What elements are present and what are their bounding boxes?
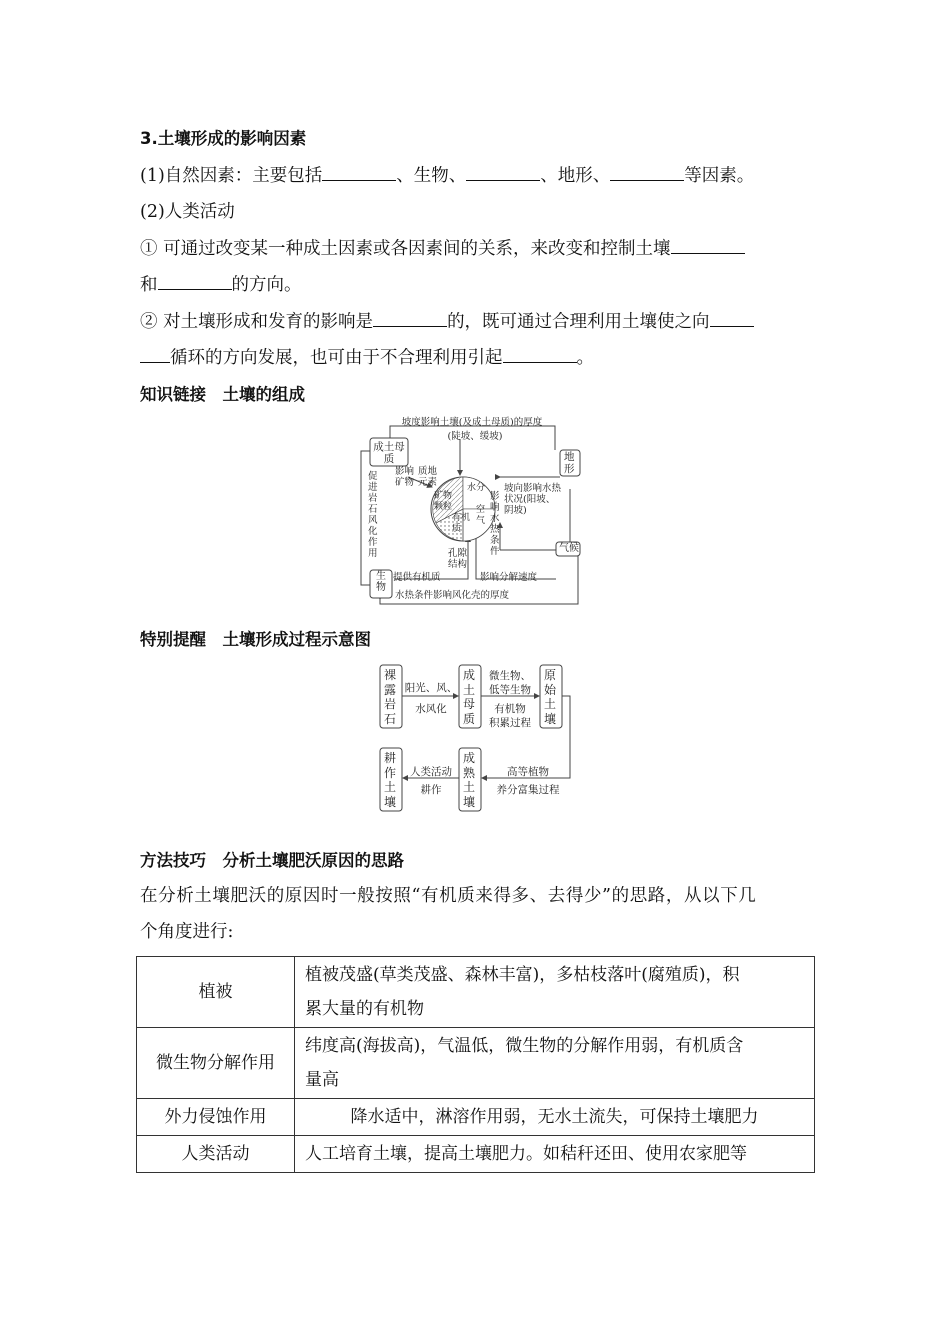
text: 、生物、 bbox=[396, 166, 467, 186]
blank bbox=[503, 345, 577, 363]
table-row bbox=[137, 1136, 815, 1173]
water-label: 水分 bbox=[467, 483, 486, 493]
row-value-line: 量高 bbox=[305, 1070, 339, 1090]
text: 的，既可通过合理利用土壤使之向 bbox=[447, 312, 710, 332]
text: 的方向。 bbox=[231, 275, 302, 295]
left-label: 促进岩石风化作用 bbox=[368, 471, 378, 559]
text: ② 对土壤形成和发育的影响是 bbox=[140, 312, 374, 332]
row-value-line: 植被茂盛(草类茂盛、森林丰富)，多枯枝落叶(腐殖质)，积 bbox=[305, 965, 740, 985]
point-1-line-2 bbox=[140, 272, 302, 297]
decomp-label: 影响分解速度 bbox=[480, 572, 538, 583]
a2-line2: 低等生物 bbox=[489, 684, 531, 696]
blank bbox=[710, 309, 754, 327]
a4-line1: 人类活动 bbox=[410, 766, 452, 778]
mineral-particles-label: 矿物颗粒 bbox=[434, 491, 453, 512]
blank bbox=[373, 309, 447, 327]
a4-line2: 耕作 bbox=[420, 784, 442, 796]
a3-line1: 高等植物 bbox=[507, 766, 549, 778]
a2-line3: 有机物 bbox=[494, 703, 526, 715]
table-row bbox=[137, 1099, 815, 1136]
row-value bbox=[295, 957, 815, 1028]
text: ① 可通过改变某一种成土因素或各因素间的关系，来改变和控制土壤 bbox=[140, 239, 671, 259]
text: (1)自然因素：主要包括 bbox=[140, 166, 323, 186]
row-value bbox=[295, 1028, 815, 1099]
top-label-1: 坡度影响土壤(及成土母质)的厚度 bbox=[401, 417, 543, 428]
table-row bbox=[137, 1028, 815, 1099]
knowledge-link-heading: 知识链接 土壤的组成 bbox=[140, 385, 305, 404]
primitive-label: 原始土壤 bbox=[544, 668, 557, 726]
top-label-2: (陡坡、缓坡) bbox=[447, 431, 503, 442]
fertility-table bbox=[136, 956, 815, 1173]
terrain-label: 地形 bbox=[564, 451, 575, 475]
point-1-line-1 bbox=[140, 236, 745, 261]
slope-aspect-label: 坡向影响水热状况(阳坡、阴坡) bbox=[504, 483, 562, 516]
process-labels bbox=[370, 660, 580, 818]
row-value-line: 累大量的有机物 bbox=[305, 999, 424, 1019]
mineral-element-label: 质地元素 bbox=[418, 466, 438, 488]
blank bbox=[466, 163, 540, 181]
blank bbox=[140, 345, 170, 363]
row-key: 外力侵蚀作用 bbox=[137, 1099, 295, 1136]
blank bbox=[671, 236, 745, 254]
organic-label: 有机质 bbox=[452, 513, 471, 534]
mature-label: 成熟土壤 bbox=[463, 751, 476, 809]
row-value: 人工培育土壤，提高土壤肥力。如秸秆还田、使用农家肥等 bbox=[295, 1136, 815, 1173]
natural-factors-line bbox=[140, 163, 754, 188]
text: 。 bbox=[576, 348, 594, 368]
pore-label: 孔隙结构 bbox=[448, 548, 468, 570]
row-key: 人类活动 bbox=[137, 1136, 295, 1173]
bottom-label: 水热条件影响风化壳的厚度 bbox=[395, 590, 510, 601]
air-label: 空气 bbox=[476, 505, 486, 526]
bare-rock-label: 裸露岩石 bbox=[384, 668, 397, 726]
special-tip-heading: 特别提醒 土壤形成过程示意图 bbox=[140, 630, 371, 649]
text: 循环的方向发展，也可由于不合理利用引起 bbox=[170, 348, 503, 368]
affect-water-heat-label: 影响水热条件 bbox=[490, 491, 500, 557]
cultivated-label: 耕作土壤 bbox=[384, 751, 397, 809]
parent-label: 成土母质 bbox=[373, 441, 405, 465]
row-key: 微生物分解作用 bbox=[137, 1028, 295, 1099]
table-row bbox=[137, 957, 815, 1028]
blank bbox=[158, 272, 232, 290]
human-activity-title: (2)人类活动 bbox=[140, 202, 235, 222]
organism-label: 生物 bbox=[376, 571, 386, 593]
provide-organic-label: 提供有机质 bbox=[393, 572, 441, 583]
blank bbox=[610, 163, 684, 181]
a3-line2: 养分富集过程 bbox=[496, 784, 560, 796]
text: 、地形、 bbox=[540, 166, 611, 186]
composition-labels bbox=[360, 413, 590, 607]
a1-line1: 阳光、风、 bbox=[404, 682, 458, 694]
a1-line2: 水风化 bbox=[415, 703, 447, 715]
parent-label: 成土母质 bbox=[463, 668, 476, 726]
blank bbox=[322, 163, 396, 181]
row-value-line: 纬度高(海拔高)，气温低，微生物的分解作用弱，有机质含 bbox=[305, 1036, 744, 1056]
method-intro-2: 个角度进行: bbox=[140, 922, 234, 942]
text: 等因素。 bbox=[684, 166, 755, 186]
text: 和 bbox=[140, 275, 158, 295]
a2-line4: 积累过程 bbox=[489, 717, 531, 729]
climate-label: 气候 bbox=[559, 543, 579, 554]
point-2-line-1 bbox=[140, 309, 754, 334]
a2-line1: 微生物、 bbox=[489, 670, 531, 682]
section-title: 3.土壤形成的影响因素 bbox=[140, 129, 307, 148]
row-key: 植被 bbox=[137, 957, 295, 1028]
method-intro-1: 在分析土壤肥沃的原因时一般按照“有机质来得多、去得少”的思路，从以下几 bbox=[140, 886, 757, 906]
row-value: 降水适中，淋溶作用弱，无水土流失，可保持土壤肥力 bbox=[295, 1099, 815, 1136]
point-2-line-2 bbox=[140, 345, 594, 370]
affect-mineral-label: 影响矿物 bbox=[395, 466, 415, 488]
method-heading: 方法技巧 分析土壤肥沃原因的思路 bbox=[140, 851, 404, 870]
